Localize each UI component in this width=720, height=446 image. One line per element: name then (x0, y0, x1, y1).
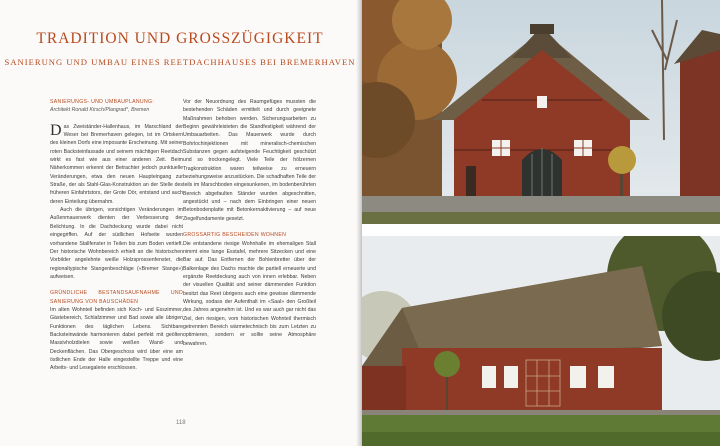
section-heading-living: GROSSARTIG BESCHEIDEN WOHNEN (183, 232, 287, 239)
paragraph-hall: Die entstandene riesige Wohnhalle im ehemaligen Stall nimmt eine lange Esstafel, mehrere Sitzecken und eine Bar auf. Das Entfernen der Bohlenbretter über der Balkenlage des Dachs machte die partiell erneuerte und ergänzte Reetdeckung auch von innen erlebbar. Neben der visuellen Qualität und seiner dämmenden Funktion besitzt das Reet übrigens auch eine gewisse dämmende Wirkung, sodass der Aufenthalt im «Saal» den Großteil des Jahres angenehm ist. Und es war auch gar nicht das Ziel, den riesigen, vom historischen Wohnteil thermisch getrennten Bereich wärmetechnisch bis zum Letzten zu optimieren, sondern er sollte seine Atmosphäre bewahren. (183, 240, 316, 347)
paragraph-damage: Vor der Neuordnung des Raumgefüges mussten die bestehenden Schäden ermittelt und durch geeignete Maßnahmen behoben werden. Sicherungsarbeiten zu Beginn gewährleisteten die Standfestigkeit während der Umbauarbeiten. Das Mauerwerk wurde durch Bohrlochinjektionen mit mineralisch-chemischen Substanzen gegen aufsteigende Feuchtigkeit geschützt und so trockengelegt. Viele Teile der hölzernen Tragkonstruktion waren teilweise zu erneuern beziehungsweise anzustücken. Die schadhaften Teile der teils im Marschboden eingesunkenen, im bodenberührten Bereich abgefaulten Ständer wurden abgeschnitten, angestückt und – nach dem Einbringen einer neuen Betonbodenplatte mit Betonkernaktivierung – auf neue Ziegelfundamente gesetzt. (183, 99, 316, 222)
photo-garden-side (362, 236, 720, 446)
page-title: TRADITION UND GROSSZÜGIGKEIT (36, 30, 324, 47)
paragraph-changes: Auch die übrigen, vorsichtigen Veränderungen im Außenmauerwerk dienten der Verbesserung der Belichtung. In die Dachdeckung wurde dabei nicht eingegriffen. Auf der südlichen Hofseite wurden vorhandene Stallfenster in Teilen bis zum Boden vertieft. Der historische Wohnbereich erhielt an die historischen Vorbilder angelehnte weiße Holzsprossenfenster, die regionaltypische Stangenbeschläge («Bremer Stange») aufweisen. (50, 207, 183, 280)
page-subtitle: SANIERUNG UND UMBAU EINES REETDACHHAUSES BEI BREMERHAVEN (4, 57, 356, 67)
book-gutter (356, 0, 362, 446)
photo-gable-facade (362, 0, 720, 224)
intro-paragraph (50, 123, 183, 206)
architect-credit: Architekt Ronald Kirsch/Plangrad°, Bremen (50, 107, 150, 114)
section-heading-planning: SANIERUNGS- UND UMBAUPLANUNG: (50, 99, 155, 105)
photo-separator (362, 224, 720, 236)
intro-paragraph-text: as Zweiständer-Hallenhaus, im Marschland der Weser bei Bremerhaven gelegen, ist im Ortskern des kleinen Dorfs eine imposante Erscheinung. Mit seiner roten Backsteinfassade und seinem mächtigen Reetdach wirkt es fast wie aus einer anderen Zeit. Beim Näherkommen erkennt der Betrachter jedoch punktuelle Veränderungen, etwa den neuen Haupteingang zur Straße, der als Stahl-Glas-Konstruktion an der Stelle des früheren Einfahrtstors, der Grote Dör, entstand und auch deren Einteilung übernahm. (50, 123, 183, 205)
section-heading-survey: GRÜNDLICHE BESTANDSAUFNAHME UND SANIERUNG VON BAUSCHÄDEN (50, 290, 183, 305)
text-column-right (183, 98, 316, 348)
page-number: 118 (176, 420, 186, 426)
text-column-left (50, 98, 183, 373)
drop-cap: D (50, 121, 62, 139)
paragraph-living-area: Im alten Wohnteil befinden sich Koch- und Esszimmer, Gästebereich, Schlafzimmer und Bad sowie alle übrigen Funktionen des täglichen Lebens. Sichtbare Backsteinwände harmonieren dabei perfekt mit geölten Massivholzdielen sowie weißen Wand- und Deckenflächen. Das Obergeschoss wird über eine am östlichen Ende der Halle eingestellte Treppe und eine Arbeits- und Lesegalerie erschlossen. (50, 306, 183, 372)
